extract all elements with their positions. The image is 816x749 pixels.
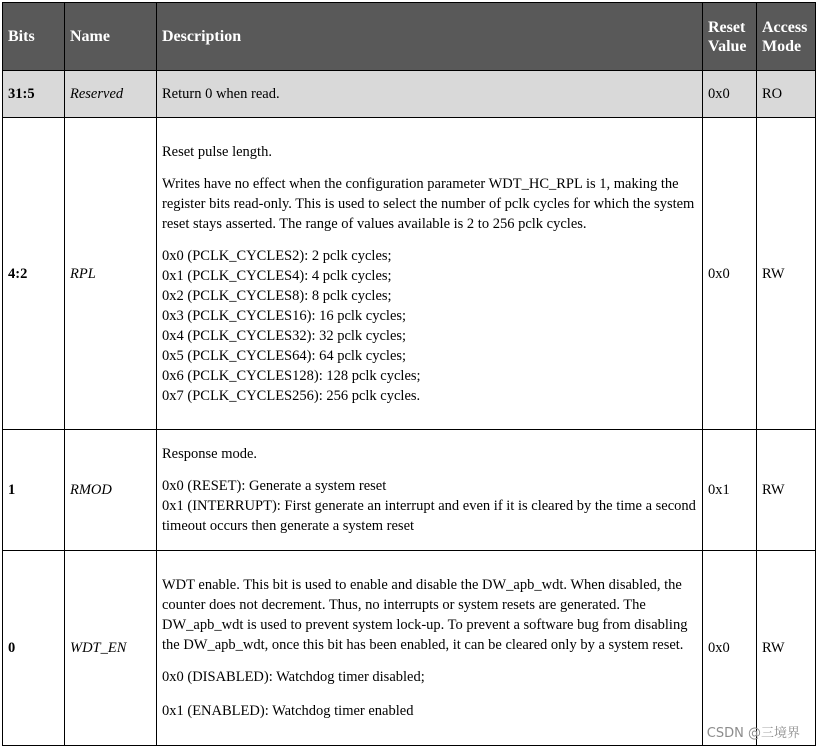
header-reset-value-line2: Value bbox=[708, 37, 747, 55]
header-access-mode-line1: Access bbox=[762, 18, 808, 36]
watermark: CSDN @三境界 bbox=[706, 726, 800, 741]
description-paragraph: Writes have no effect when the configuration parameter WDT_HC_RPL is 1, making the register bits read-only. This is used to select the number of pclk cycles for which the system reset stays asserted. The range of values available is 2 to 256 pclk cycles. bbox=[162, 175, 695, 232]
cell-reset-value: 0x0 bbox=[703, 71, 757, 118]
description-line: Response mode. bbox=[162, 446, 258, 462]
description-enum-line: 0x1 (PCLK_CYCLES4): 4 pclk cycles; bbox=[162, 267, 392, 284]
description-enum-line: 0x0 (RESET): Generate a system reset bbox=[162, 478, 387, 494]
cell-bits: 4:2 bbox=[3, 118, 65, 430]
description-enum-line: 0x5 (PCLK_CYCLES64): 64 pclk cycles; bbox=[162, 347, 407, 364]
description-enum-line: 0x1 (INTERRUPT): First generate an interrupt and even if it is cleared by the time a second timeout occurs then generate a system reset bbox=[162, 498, 696, 534]
cell-name: RMOD bbox=[65, 430, 157, 551]
description-enum-line: 0x7 (PCLK_CYCLES256): 256 pclk cycles. bbox=[162, 387, 421, 404]
cell-reset-value: 0x0 bbox=[703, 551, 757, 746]
register-table bbox=[2, 2, 816, 746]
description-enum-line: 0x2 (PCLK_CYCLES8): 8 pclk cycles; bbox=[162, 287, 392, 304]
cell-name: WDT_EN bbox=[65, 551, 157, 746]
cell-bits: 0 bbox=[3, 551, 65, 746]
header-bits: Bits bbox=[3, 3, 65, 71]
cell-bits: 1 bbox=[3, 430, 65, 551]
table-row-wdt-en bbox=[3, 551, 816, 746]
cell-access-mode: RW bbox=[757, 551, 816, 746]
table-row-rmod bbox=[3, 430, 816, 551]
description-enum-line: 0x0 (DISABLED): Watchdog timer disabled; bbox=[162, 669, 425, 685]
description-enum-line: 0x4 (PCLK_CYCLES32): 32 pclk cycles; bbox=[162, 327, 407, 344]
description-enum-line: 0x0 (PCLK_CYCLES2): 2 pclk cycles; bbox=[162, 247, 392, 264]
header-reset-value-line1: Reset bbox=[708, 18, 746, 36]
description-enum-line: 0x1 (ENABLED): Watchdog timer enabled bbox=[162, 703, 414, 719]
cell-access-mode: RW bbox=[757, 430, 816, 551]
cell-description bbox=[157, 430, 703, 551]
cell-reset-value: 0x1 bbox=[703, 430, 757, 551]
header-access-mode bbox=[757, 3, 816, 71]
cell-access-mode: RW bbox=[757, 118, 816, 430]
cell-access-mode: RO bbox=[757, 71, 816, 118]
description-paragraph: WDT enable. This bit is used to enable and disable the DW_apb_wdt. When disabled, the counter does not decrement. Thus, no interrupts or system resets are generated. The DW_apb_wdt is used to prevent system lock-up. To prevent a software bug from disabling the DW_apb_wdt, once this bit has been enabled, it can be cleared only by a system reset. bbox=[162, 577, 688, 653]
header-reset-value bbox=[703, 3, 757, 71]
table-header-row bbox=[3, 3, 816, 71]
description-line: Return 0 when read. bbox=[162, 86, 280, 102]
header-name: Name bbox=[65, 3, 157, 71]
cell-name: RPL bbox=[65, 118, 157, 430]
header-access-mode-line2: Mode bbox=[762, 37, 802, 55]
table-row-reserved bbox=[3, 71, 816, 118]
description-enum-line: 0x3 (PCLK_CYCLES16): 16 pclk cycles; bbox=[162, 307, 407, 324]
cell-bits: 31:5 bbox=[3, 71, 65, 118]
cell-reset-value: 0x0 bbox=[703, 118, 757, 430]
table-row-rpl bbox=[3, 118, 816, 430]
cell-name: Reserved bbox=[65, 71, 157, 118]
cell-description bbox=[157, 71, 703, 118]
description-line: Reset pulse length. bbox=[162, 143, 272, 160]
cell-description bbox=[157, 118, 703, 430]
description-enum-line: 0x6 (PCLK_CYCLES128): 128 pclk cycles; bbox=[162, 367, 421, 384]
header-description: Description bbox=[157, 3, 703, 71]
cell-description bbox=[157, 551, 703, 746]
